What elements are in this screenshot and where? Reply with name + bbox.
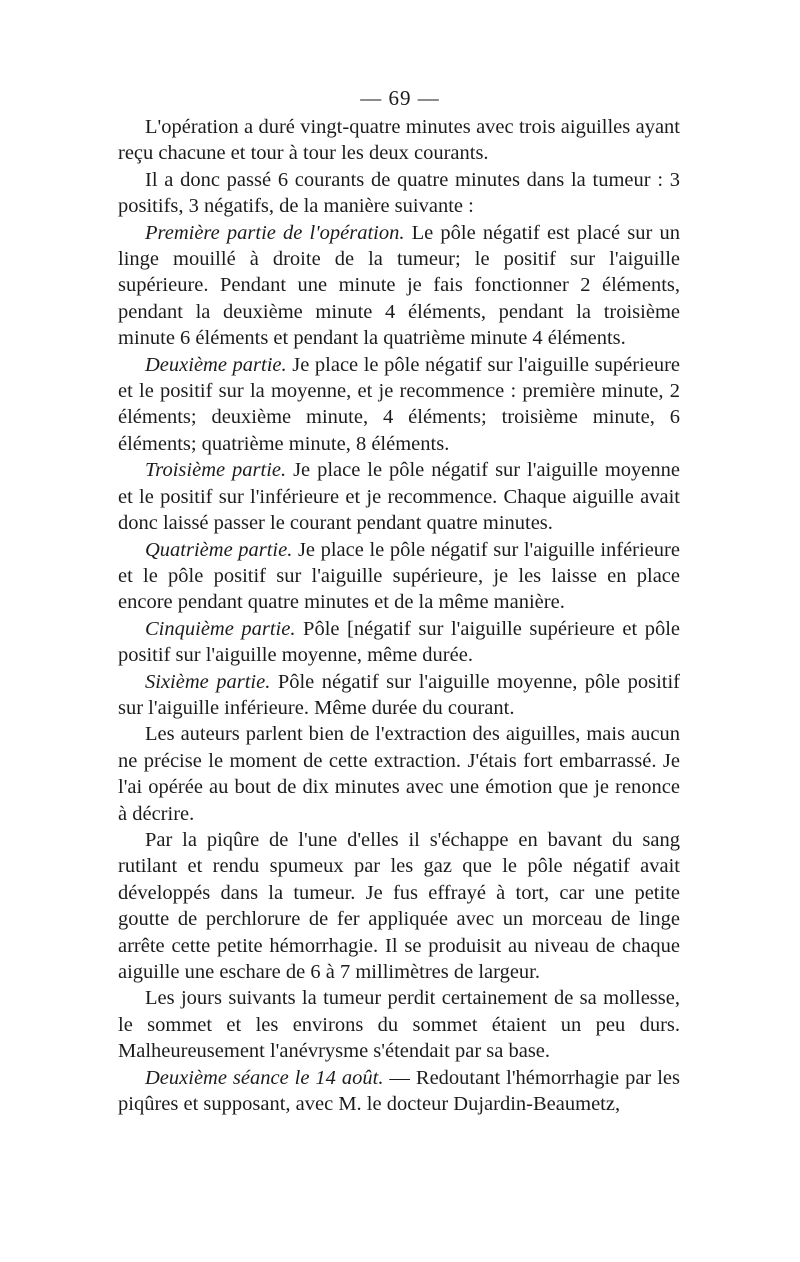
section-heading: Quatrième partie. [145,538,293,561]
paragraph-4 [118,352,680,458]
paragraph-2 [118,167,680,220]
paragraph-text: Les auteurs parlent bien de l'extraction des aiguilles, mais aucun ne précise le moment de cette extraction. J'étais fort embarrassé. Je l'ai opérée au bout de dix minutes avec une émotion que je renonce à décrire. [118,723,680,825]
paragraph-5 [118,457,680,536]
paragraph-text: L'opération a duré vingt-quatre minutes avec trois aiguilles ayant reçu chacune et tour à tour les deux courants. [118,116,680,165]
paragraph-3 [118,220,680,352]
section-heading: Première partie de l'opération. [145,221,405,244]
paragraph-text: — Redoutant l'hémorrhagie par les piqûres et supposant, avec M. le docteur Dujardin-Beaumetz, [118,1066,680,1116]
paragraph-text: Pôle [négatif sur l'aiguille supérieure et pôle positif sur l'aiguille moyenne, même durée. [118,617,680,667]
body-text [118,114,680,1117]
paragraph-11 [118,985,680,1064]
paragraph-8 [118,669,680,722]
page-number: — 69 — [360,86,440,110]
section-heading: Troisième partie. [145,459,287,482]
paragraph-9 [118,721,680,827]
paragraph-10 [118,827,680,985]
paragraph-text: Par la piqûre de l'une d'elles il s'échappe en bavant du sang rutilant et rendu spumeux par les gaz que le pôle négatif avait développés dans la tumeur. Je fus effrayé à tort, car une petite goutte de perchlorure de fer appliquée avec un morceau de linge arrête cette petite hémorrhagie. Il se produisit au niveau de chaque aiguille une eschare de 6 à 7 millimètres de largeur. [118,828,680,983]
paragraph-text: Le pôle négatif est placé sur un linge mouillé à droite de la tumeur; le positif sur l'aiguille supérieure. Pendant une minute je fais fonctionner 2 éléments, pendant la deuxième minute 4 éléments, pendant la troisième minute 6 éléments et pendant la quatrième minute 4 éléments. [118,221,680,350]
paragraph-text: Il a donc passé 6 courants de quatre minutes dans la tumeur : 3 positifs, 3 négatifs, de la manière suivante : [118,168,680,218]
paragraph-text: Pôle négatif sur l'aiguille moyenne, pôle positif sur l'aiguille inférieure. Même durée du courant. [118,670,680,719]
paragraph-text: Les jours suivants la tumeur perdit certainement de sa mollesse, le sommet et les environs du sommet étaient un peu durs. Malheureusement l'anévrysme s'étendait par sa base. [118,987,680,1063]
section-heading: Cinquième partie. [145,617,296,640]
paragraph-text: Je place le pôle négatif sur l'aiguille moyenne et le positif sur l'inférieure et je recommence. Chaque aiguille avait donc laissé passer le courant pendant quatre minutes. [118,459,681,535]
paragraph-7 [118,616,680,669]
section-heading: Sixième partie. [145,670,271,693]
paragraph-6 [118,537,680,616]
paragraph-12 [118,1065,680,1118]
paragraph-text: Je place le pôle négatif sur l'aiguille supérieure et le positif sur la moyenne, et je recommence : première minute, 2 éléments; deuxième minute, 4 éléments; troisième minute, 6 éléments; quatrième minute, 8 éléments. [118,353,680,455]
paragraph-text: Je place le pôle négatif sur l'aiguille inférieure et le pôle positif sur l'aiguille supérieure, je les laisse en place encore pendant quatre minutes et de la même manière. [118,538,680,614]
paragraph-1 [118,114,680,167]
section-heading: Deuxième partie. [145,353,287,376]
section-heading: Deuxième séance le 14 août. [145,1066,384,1089]
